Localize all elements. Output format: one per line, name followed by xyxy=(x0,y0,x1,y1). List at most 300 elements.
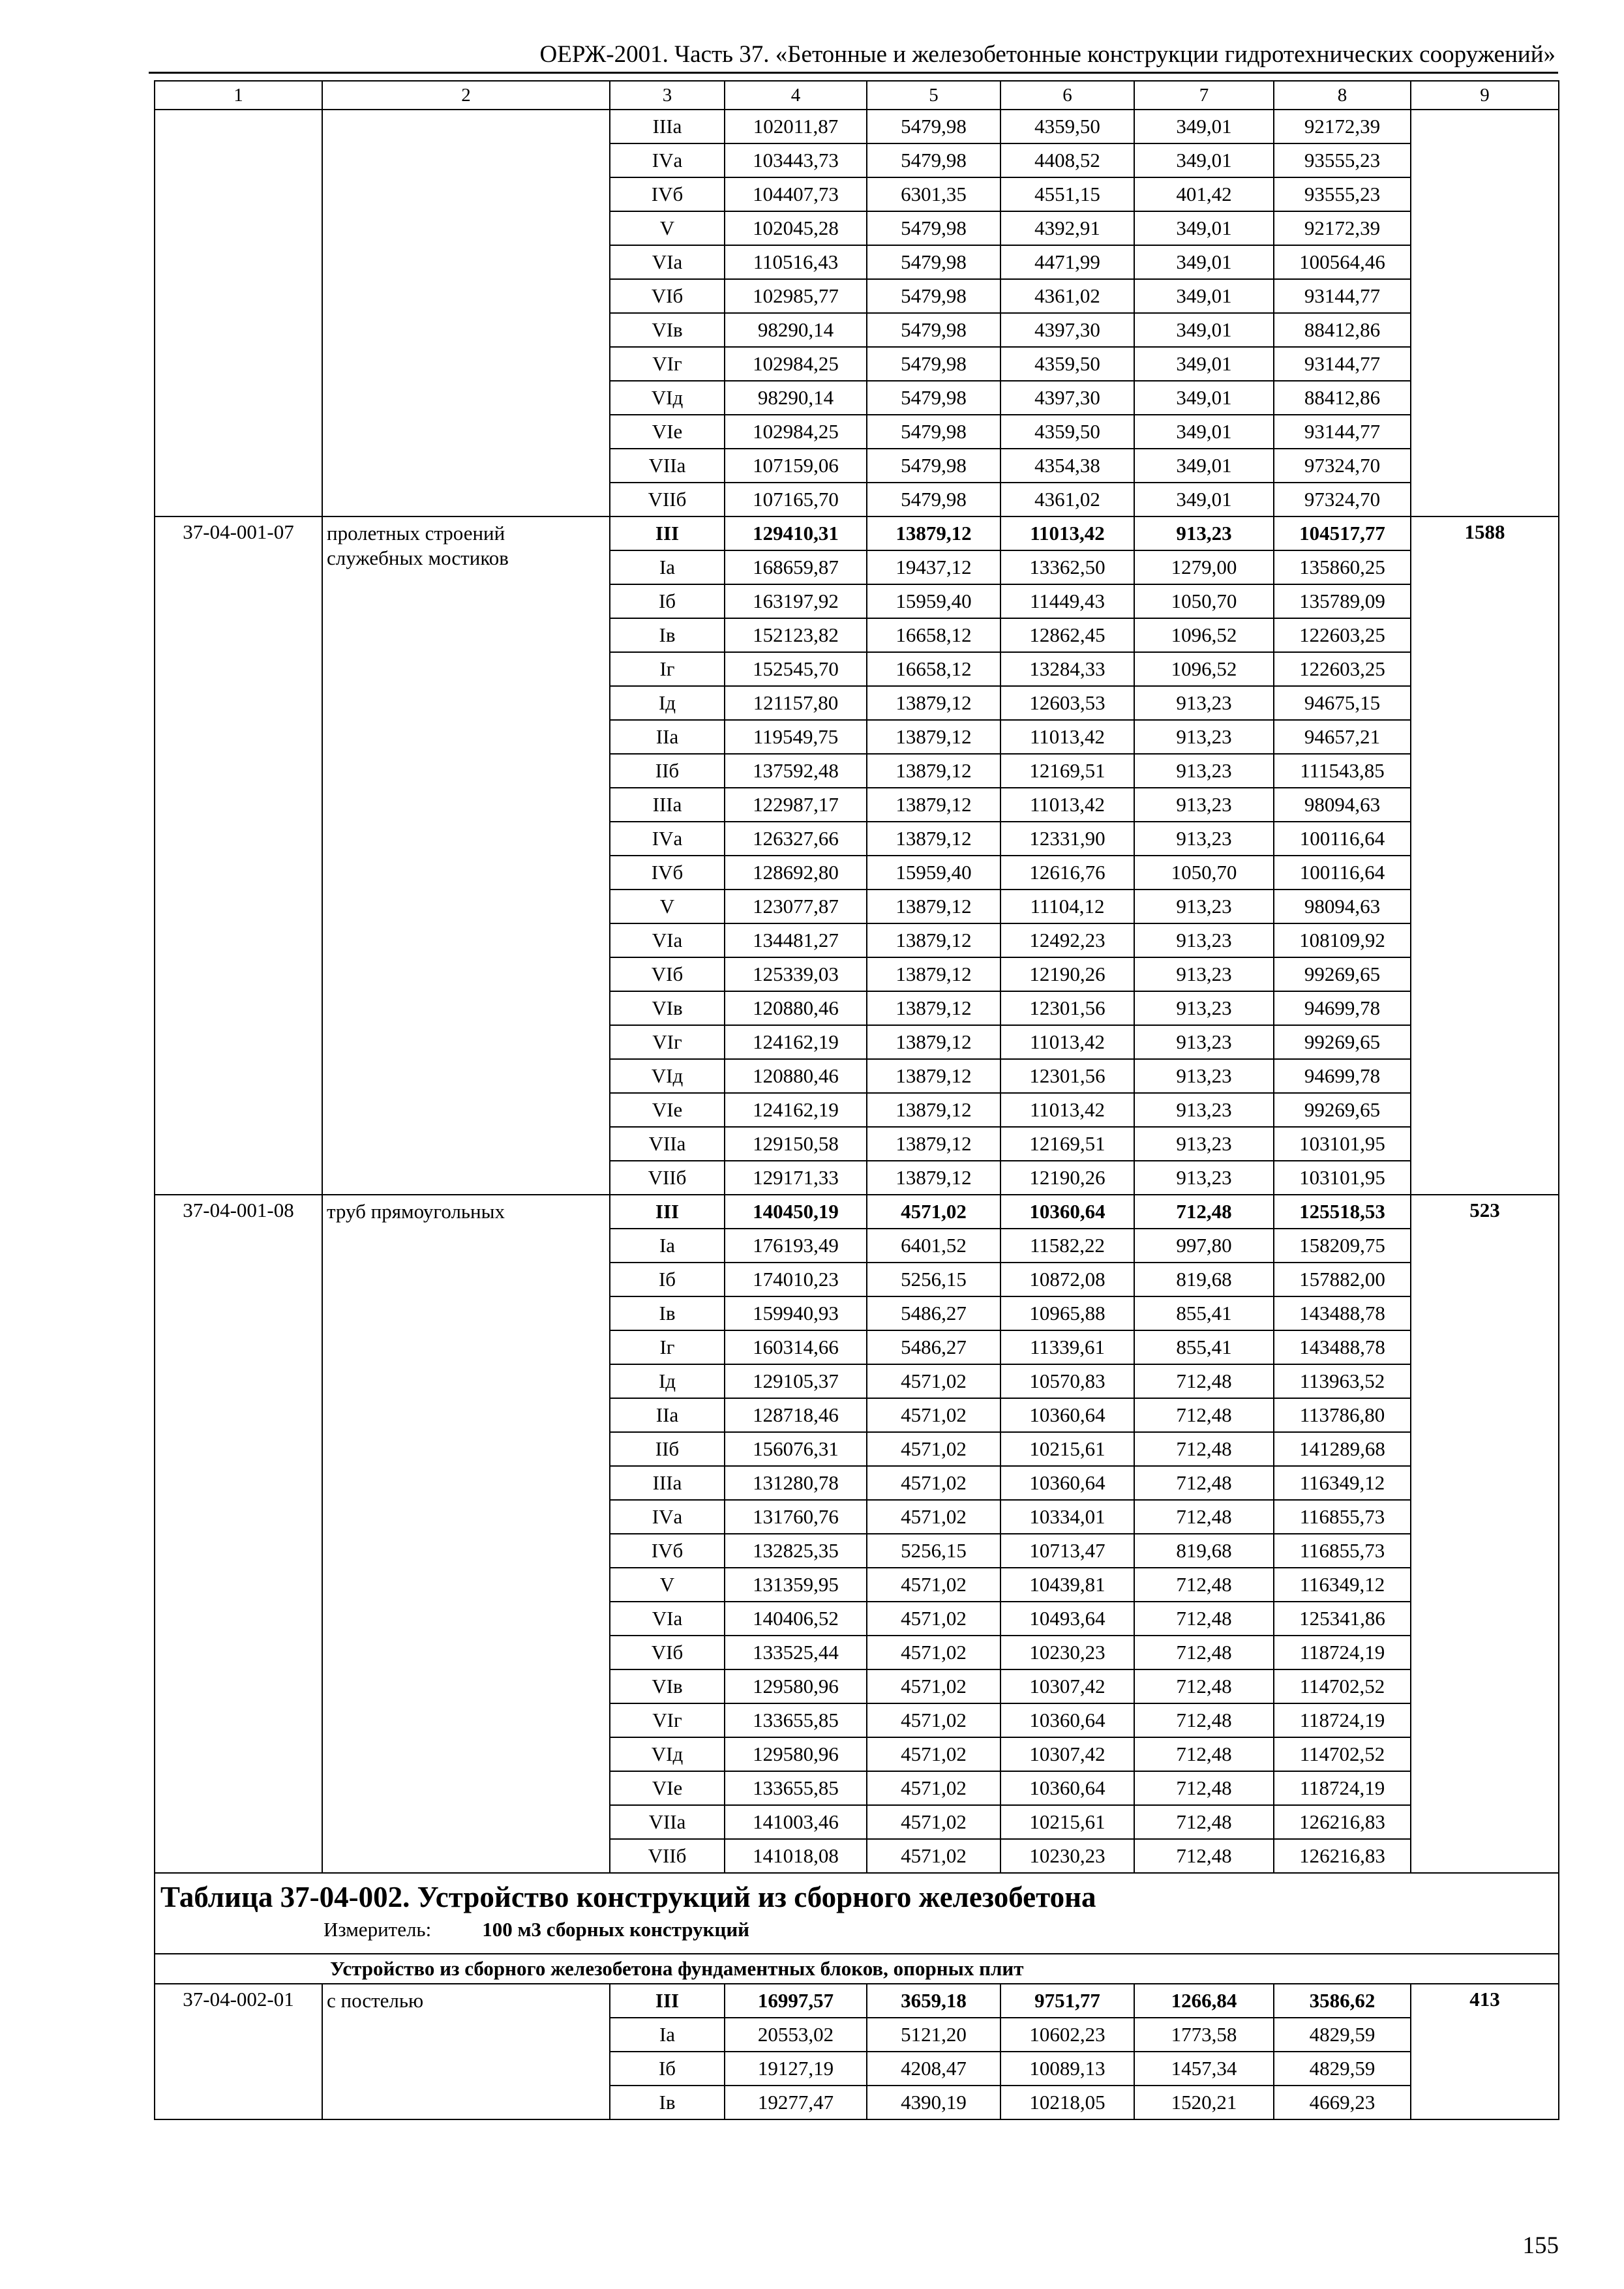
value-cell: 4208,47 xyxy=(867,2052,1000,2086)
value-cell: 913,23 xyxy=(1134,1127,1274,1161)
value-cell: 401,42 xyxy=(1134,177,1274,211)
value-cell: 100116,64 xyxy=(1274,856,1411,890)
zone-cell: III xyxy=(610,1195,725,1229)
value-cell: 10230,23 xyxy=(1000,1636,1134,1669)
value-cell: 128718,46 xyxy=(725,1398,867,1432)
value-cell: 118724,19 xyxy=(1274,1703,1411,1737)
zone-cell: Iа xyxy=(610,550,725,584)
value-cell: 349,01 xyxy=(1134,347,1274,381)
value-cell: 16997,57 xyxy=(725,1984,867,2018)
value-cell: 99269,65 xyxy=(1274,1093,1411,1127)
value-cell: 163197,92 xyxy=(725,584,867,618)
value-cell: 152545,70 xyxy=(725,652,867,686)
value-cell: 119549,75 xyxy=(725,720,867,754)
value-cell: 107159,06 xyxy=(725,449,867,483)
value-cell: 129580,96 xyxy=(725,1737,867,1771)
value-cell: 13879,12 xyxy=(867,686,1000,720)
value-cell: 855,41 xyxy=(1134,1296,1274,1330)
work-name: труб прямоугольных xyxy=(322,1195,610,1873)
value-cell: 13879,12 xyxy=(867,1161,1000,1195)
value-cell: 131280,78 xyxy=(725,1466,867,1500)
zone-cell: V xyxy=(610,211,725,245)
value-cell: 10307,42 xyxy=(1000,1669,1134,1703)
value-cell: 1773,58 xyxy=(1134,2018,1274,2052)
value-cell: 10360,64 xyxy=(1000,1703,1134,1737)
value-cell: 108109,92 xyxy=(1274,923,1411,957)
value-cell: 11013,42 xyxy=(1000,1025,1134,1059)
value-cell: 128692,80 xyxy=(725,856,867,890)
value-cell: 15959,40 xyxy=(867,856,1000,890)
rate-code xyxy=(155,110,322,516)
value-cell: 5486,27 xyxy=(867,1330,1000,1364)
value-cell: 114702,52 xyxy=(1274,1737,1411,1771)
col9-value: 1588 xyxy=(1411,516,1559,1195)
value-cell: 12862,45 xyxy=(1000,618,1134,652)
value-cell: 13879,12 xyxy=(867,516,1000,550)
value-cell: 93144,77 xyxy=(1274,279,1411,313)
value-cell: 5479,98 xyxy=(867,347,1000,381)
zone-cell: Iа xyxy=(610,2018,725,2052)
value-cell: 12616,76 xyxy=(1000,856,1134,890)
unit-line xyxy=(323,1915,1558,1944)
zone-cell: VIд xyxy=(610,381,725,415)
value-cell: 97324,70 xyxy=(1274,449,1411,483)
value-cell: 93144,77 xyxy=(1274,415,1411,449)
value-cell: 4397,30 xyxy=(1000,381,1134,415)
zone-cell: Iд xyxy=(610,1364,725,1398)
value-cell: 349,01 xyxy=(1134,415,1274,449)
zone-cell: VIIб xyxy=(610,1161,725,1195)
value-cell: 913,23 xyxy=(1134,788,1274,822)
value-cell: 12190,26 xyxy=(1000,1161,1134,1195)
table-row xyxy=(155,516,1559,550)
zone-cell: Iв xyxy=(610,1296,725,1330)
value-cell: 4829,59 xyxy=(1274,2018,1411,2052)
value-cell: 135789,09 xyxy=(1274,584,1411,618)
value-cell: 131359,95 xyxy=(725,1568,867,1602)
value-cell: 4359,50 xyxy=(1000,415,1134,449)
value-cell: 143488,78 xyxy=(1274,1296,1411,1330)
zone-cell: Iб xyxy=(610,1263,725,1296)
value-cell: 4361,02 xyxy=(1000,279,1134,313)
value-cell: 913,23 xyxy=(1134,923,1274,957)
value-cell: 19437,12 xyxy=(867,550,1000,584)
value-cell: 129580,96 xyxy=(725,1669,867,1703)
value-cell: 125339,03 xyxy=(725,957,867,991)
value-cell: 5479,98 xyxy=(867,313,1000,347)
rate-code: 37-04-001-08 xyxy=(155,1195,322,1873)
zone-cell: VIIа xyxy=(610,1805,725,1839)
col9-value: 523 xyxy=(1411,1195,1559,1873)
zone-cell: Iб xyxy=(610,584,725,618)
value-cell: 122603,25 xyxy=(1274,652,1411,686)
value-cell: 712,48 xyxy=(1134,1703,1274,1737)
value-cell: 94675,15 xyxy=(1274,686,1411,720)
value-cell: 116855,73 xyxy=(1274,1534,1411,1568)
value-cell: 12169,51 xyxy=(1000,1127,1134,1161)
value-cell: 102984,25 xyxy=(725,347,867,381)
value-cell: 133525,44 xyxy=(725,1636,867,1669)
value-cell: 712,48 xyxy=(1134,1466,1274,1500)
value-cell: 913,23 xyxy=(1134,754,1274,788)
value-cell: 712,48 xyxy=(1134,1805,1274,1839)
column-number: 2 xyxy=(322,81,610,110)
value-cell: 4571,02 xyxy=(867,1839,1000,1873)
zone-cell: VIа xyxy=(610,923,725,957)
value-cell: 913,23 xyxy=(1134,516,1274,550)
value-cell: 997,80 xyxy=(1134,1229,1274,1263)
value-cell: 13879,12 xyxy=(867,1059,1000,1093)
zone-cell: IIб xyxy=(610,754,725,788)
value-cell: 4571,02 xyxy=(867,1364,1000,1398)
value-cell: 13879,12 xyxy=(867,890,1000,923)
value-cell: 12492,23 xyxy=(1000,923,1134,957)
value-cell: 10360,64 xyxy=(1000,1771,1134,1805)
value-cell: 13879,12 xyxy=(867,1093,1000,1127)
page-number: 155 xyxy=(1522,2232,1559,2259)
value-cell: 97324,70 xyxy=(1274,483,1411,516)
zone-cell: Iв xyxy=(610,618,725,652)
value-cell: 157882,00 xyxy=(1274,1263,1411,1296)
value-cell: 160314,66 xyxy=(725,1330,867,1364)
value-cell: 176193,49 xyxy=(725,1229,867,1263)
value-cell: 913,23 xyxy=(1134,1025,1274,1059)
value-cell: 11449,43 xyxy=(1000,584,1134,618)
value-cell: 11013,42 xyxy=(1000,788,1134,822)
zone-cell: V xyxy=(610,1568,725,1602)
zone-cell: IVа xyxy=(610,143,725,177)
value-cell: 159940,93 xyxy=(725,1296,867,1330)
value-cell: 4829,59 xyxy=(1274,2052,1411,2086)
value-cell: 113786,80 xyxy=(1274,1398,1411,1432)
value-cell: 5479,98 xyxy=(867,110,1000,143)
value-cell: 1457,34 xyxy=(1134,2052,1274,2086)
value-cell: 13879,12 xyxy=(867,1025,1000,1059)
zone-cell: VIе xyxy=(610,1771,725,1805)
value-cell: 12301,56 xyxy=(1000,991,1134,1025)
value-cell: 118724,19 xyxy=(1274,1771,1411,1805)
value-cell: 1279,00 xyxy=(1134,550,1274,584)
value-cell: 129105,37 xyxy=(725,1364,867,1398)
zone-cell: VIг xyxy=(610,347,725,381)
value-cell: 855,41 xyxy=(1134,1330,1274,1364)
value-cell: 4392,91 xyxy=(1000,211,1134,245)
value-cell: 712,48 xyxy=(1134,1602,1274,1636)
value-cell: 94657,21 xyxy=(1274,720,1411,754)
value-cell: 349,01 xyxy=(1134,381,1274,415)
zone-cell: IIIа xyxy=(610,110,725,143)
zone-cell: IVб xyxy=(610,177,725,211)
value-cell: 12331,90 xyxy=(1000,822,1134,856)
value-cell: 10965,88 xyxy=(1000,1296,1134,1330)
value-cell: 1520,21 xyxy=(1134,2086,1274,2119)
value-cell: 93555,23 xyxy=(1274,143,1411,177)
value-cell: 4408,52 xyxy=(1000,143,1134,177)
value-cell: 11013,42 xyxy=(1000,1093,1134,1127)
value-cell: 349,01 xyxy=(1134,313,1274,347)
value-cell: 104407,73 xyxy=(725,177,867,211)
value-cell: 143488,78 xyxy=(1274,1330,1411,1364)
value-cell: 98094,63 xyxy=(1274,890,1411,923)
value-cell: 111543,85 xyxy=(1274,754,1411,788)
column-number: 9 xyxy=(1411,81,1559,110)
column-number: 1 xyxy=(155,81,322,110)
zone-cell: IIа xyxy=(610,1398,725,1432)
value-cell: 10602,23 xyxy=(1000,2018,1134,2052)
value-cell: 10230,23 xyxy=(1000,1839,1134,1873)
value-cell: 4571,02 xyxy=(867,1398,1000,1432)
value-cell: 6301,35 xyxy=(867,177,1000,211)
column-number: 8 xyxy=(1274,81,1411,110)
value-cell: 4571,02 xyxy=(867,1568,1000,1602)
value-cell: 126216,83 xyxy=(1274,1839,1411,1873)
value-cell: 349,01 xyxy=(1134,211,1274,245)
zone-cell: IVа xyxy=(610,822,725,856)
value-cell: 11582,22 xyxy=(1000,1229,1134,1263)
work-name xyxy=(322,110,610,516)
value-cell: 123077,87 xyxy=(725,890,867,923)
value-cell: 4571,02 xyxy=(867,1195,1000,1229)
col9-value: 413 xyxy=(1411,1984,1559,2119)
zone-cell: VIг xyxy=(610,1025,725,1059)
zone-cell: IVб xyxy=(610,856,725,890)
table-row xyxy=(155,1984,1559,2018)
zone-cell: IIа xyxy=(610,720,725,754)
zone-cell: VIв xyxy=(610,1669,725,1703)
value-cell: 913,23 xyxy=(1134,1093,1274,1127)
value-cell: 5256,15 xyxy=(867,1534,1000,1568)
value-cell: 100116,64 xyxy=(1274,822,1411,856)
value-cell: 6401,52 xyxy=(867,1229,1000,1263)
value-cell: 13879,12 xyxy=(867,720,1000,754)
value-cell: 10215,61 xyxy=(1000,1432,1134,1466)
unit-value: 100 м3 сборных конструкций xyxy=(482,1918,750,1941)
table-row xyxy=(155,1195,1559,1229)
value-cell: 114702,52 xyxy=(1274,1669,1411,1703)
value-cell: 10872,08 xyxy=(1000,1263,1134,1296)
value-cell: 13879,12 xyxy=(867,923,1000,957)
zone-cell: VIIб xyxy=(610,1839,725,1873)
value-cell: 4571,02 xyxy=(867,1737,1000,1771)
value-cell: 122987,17 xyxy=(725,788,867,822)
value-cell: 141289,68 xyxy=(1274,1432,1411,1466)
value-cell: 4669,23 xyxy=(1274,2086,1411,2119)
value-cell: 104517,77 xyxy=(1274,516,1411,550)
zone-cell: IVб xyxy=(610,1534,725,1568)
value-cell: 141003,46 xyxy=(725,1805,867,1839)
value-cell: 5479,98 xyxy=(867,449,1000,483)
value-cell: 10493,64 xyxy=(1000,1602,1134,1636)
value-cell: 4571,02 xyxy=(867,1771,1000,1805)
zone-cell: VIд xyxy=(610,1737,725,1771)
zone-cell: Iд xyxy=(610,686,725,720)
value-cell: 129410,31 xyxy=(725,516,867,550)
value-cell: 116349,12 xyxy=(1274,1568,1411,1602)
value-cell: 13879,12 xyxy=(867,991,1000,1025)
value-cell: 5479,98 xyxy=(867,415,1000,449)
zone-cell: IVа xyxy=(610,1500,725,1534)
subsection-row xyxy=(155,1954,1559,1984)
value-cell: 98290,14 xyxy=(725,313,867,347)
value-cell: 913,23 xyxy=(1134,890,1274,923)
rate-code: 37-04-002-01 xyxy=(155,1984,322,2119)
value-cell: 10218,05 xyxy=(1000,2086,1134,2119)
zone-cell: VIе xyxy=(610,1093,725,1127)
value-cell: 174010,23 xyxy=(725,1263,867,1296)
value-cell: 4551,15 xyxy=(1000,177,1134,211)
value-cell: 10360,64 xyxy=(1000,1398,1134,1432)
value-cell: 98094,63 xyxy=(1274,788,1411,822)
value-cell: 10307,42 xyxy=(1000,1737,1134,1771)
value-cell: 152123,82 xyxy=(725,618,867,652)
value-cell: 100564,46 xyxy=(1274,245,1411,279)
value-cell: 102045,28 xyxy=(725,211,867,245)
value-cell: 133655,85 xyxy=(725,1771,867,1805)
value-cell: 712,48 xyxy=(1134,1195,1274,1229)
value-cell: 4471,99 xyxy=(1000,245,1134,279)
value-cell: 13879,12 xyxy=(867,1127,1000,1161)
value-cell: 137592,48 xyxy=(725,754,867,788)
column-number: 6 xyxy=(1000,81,1134,110)
value-cell: 11013,42 xyxy=(1000,516,1134,550)
zone-cell: VIа xyxy=(610,1602,725,1636)
value-cell: 16658,12 xyxy=(867,618,1000,652)
value-cell: 126216,83 xyxy=(1274,1805,1411,1839)
zone-cell: VIIа xyxy=(610,449,725,483)
value-cell: 10713,47 xyxy=(1000,1534,1134,1568)
value-cell: 5479,98 xyxy=(867,143,1000,177)
value-cell: 913,23 xyxy=(1134,686,1274,720)
header-divider xyxy=(149,72,1558,74)
column-number: 4 xyxy=(725,81,867,110)
value-cell: 107165,70 xyxy=(725,483,867,516)
value-cell: 913,23 xyxy=(1134,720,1274,754)
zone-cell: IIIа xyxy=(610,788,725,822)
value-cell: 140450,19 xyxy=(725,1195,867,1229)
zone-cell: Iг xyxy=(610,1330,725,1364)
value-cell: 349,01 xyxy=(1134,143,1274,177)
value-cell: 113963,52 xyxy=(1274,1364,1411,1398)
value-cell: 103101,95 xyxy=(1274,1161,1411,1195)
value-cell: 121157,80 xyxy=(725,686,867,720)
zone-cell: III xyxy=(610,516,725,550)
value-cell: 712,48 xyxy=(1134,1398,1274,1432)
value-cell: 913,23 xyxy=(1134,1059,1274,1093)
value-cell: 135860,25 xyxy=(1274,550,1411,584)
value-cell: 10089,13 xyxy=(1000,2052,1134,2086)
value-cell: 4571,02 xyxy=(867,1466,1000,1500)
value-cell: 13284,33 xyxy=(1000,652,1134,686)
table-row xyxy=(155,110,1559,143)
work-name: с постелью xyxy=(322,1984,610,2119)
value-cell: 712,48 xyxy=(1134,1568,1274,1602)
value-cell: 819,68 xyxy=(1134,1263,1274,1296)
value-cell: 712,48 xyxy=(1134,1771,1274,1805)
value-cell: 12603,53 xyxy=(1000,686,1134,720)
unit-label: Измеритель: xyxy=(323,1918,432,1941)
zone-cell: III xyxy=(610,1984,725,2018)
section-title: Таблица 37-04-002. Устройство конструкций из сборного железобетона xyxy=(160,1881,1096,1913)
value-cell: 4390,19 xyxy=(867,2086,1000,2119)
value-cell: 349,01 xyxy=(1134,483,1274,516)
value-cell: 88412,86 xyxy=(1274,313,1411,347)
section-header xyxy=(155,1873,1559,1954)
value-cell: 11339,61 xyxy=(1000,1330,1134,1364)
value-cell: 11104,12 xyxy=(1000,890,1134,923)
value-cell: 3586,62 xyxy=(1274,1984,1411,2018)
value-cell: 913,23 xyxy=(1134,1161,1274,1195)
value-cell: 10334,01 xyxy=(1000,1500,1134,1534)
value-cell: 5479,98 xyxy=(867,381,1000,415)
value-cell: 4571,02 xyxy=(867,1432,1000,1466)
value-cell: 102011,87 xyxy=(725,110,867,143)
value-cell: 131760,76 xyxy=(725,1500,867,1534)
value-cell: 16658,12 xyxy=(867,652,1000,686)
value-cell: 10439,81 xyxy=(1000,1568,1134,1602)
value-cell: 129150,58 xyxy=(725,1127,867,1161)
value-cell: 122603,25 xyxy=(1274,618,1411,652)
rate-code: 37-04-001-07 xyxy=(155,516,322,1195)
value-cell: 712,48 xyxy=(1134,1432,1274,1466)
value-cell: 102985,77 xyxy=(725,279,867,313)
zone-cell: VIб xyxy=(610,1636,725,1669)
value-cell: 141018,08 xyxy=(725,1839,867,1873)
value-cell: 5479,98 xyxy=(867,211,1000,245)
value-cell: 4359,50 xyxy=(1000,110,1134,143)
value-cell: 1096,52 xyxy=(1134,652,1274,686)
value-cell: 1096,52 xyxy=(1134,618,1274,652)
value-cell: 4571,02 xyxy=(867,1805,1000,1839)
zone-cell: VIа xyxy=(610,245,725,279)
value-cell: 126327,66 xyxy=(725,822,867,856)
column-number: 3 xyxy=(610,81,725,110)
value-cell: 4571,02 xyxy=(867,1703,1000,1737)
value-cell: 10360,64 xyxy=(1000,1195,1134,1229)
value-cell: 120880,46 xyxy=(725,1059,867,1093)
value-cell: 712,48 xyxy=(1134,1364,1274,1398)
value-cell: 124162,19 xyxy=(725,1093,867,1127)
zone-cell: VIд xyxy=(610,1059,725,1093)
value-cell: 4571,02 xyxy=(867,1669,1000,1703)
value-cell: 15959,40 xyxy=(867,584,1000,618)
value-cell: 120880,46 xyxy=(725,991,867,1025)
value-cell: 99269,65 xyxy=(1274,1025,1411,1059)
value-cell: 93144,77 xyxy=(1274,347,1411,381)
value-cell: 103443,73 xyxy=(725,143,867,177)
value-cell: 1266,84 xyxy=(1134,1984,1274,2018)
value-cell: 103101,95 xyxy=(1274,1127,1411,1161)
zone-cell: VIв xyxy=(610,313,725,347)
value-cell: 13879,12 xyxy=(867,754,1000,788)
value-cell: 110516,43 xyxy=(725,245,867,279)
value-cell: 98290,14 xyxy=(725,381,867,415)
value-cell: 819,68 xyxy=(1134,1534,1274,1568)
value-cell: 156076,31 xyxy=(725,1432,867,1466)
value-cell: 4571,02 xyxy=(867,1602,1000,1636)
value-cell: 134481,27 xyxy=(725,923,867,957)
section-title-row xyxy=(155,1873,1559,1954)
subsection-title: Устройство из сборного железобетона фундаментных блоков, опорных плит xyxy=(155,1954,1559,1984)
value-cell: 20553,02 xyxy=(725,2018,867,2052)
value-cell: 92172,39 xyxy=(1274,211,1411,245)
column-number: 5 xyxy=(867,81,1000,110)
value-cell: 125518,53 xyxy=(1274,1195,1411,1229)
value-cell: 4361,02 xyxy=(1000,483,1134,516)
value-cell: 11013,42 xyxy=(1000,720,1134,754)
zone-cell: VIб xyxy=(610,279,725,313)
value-cell: 140406,52 xyxy=(725,1602,867,1636)
value-cell: 125341,86 xyxy=(1274,1602,1411,1636)
